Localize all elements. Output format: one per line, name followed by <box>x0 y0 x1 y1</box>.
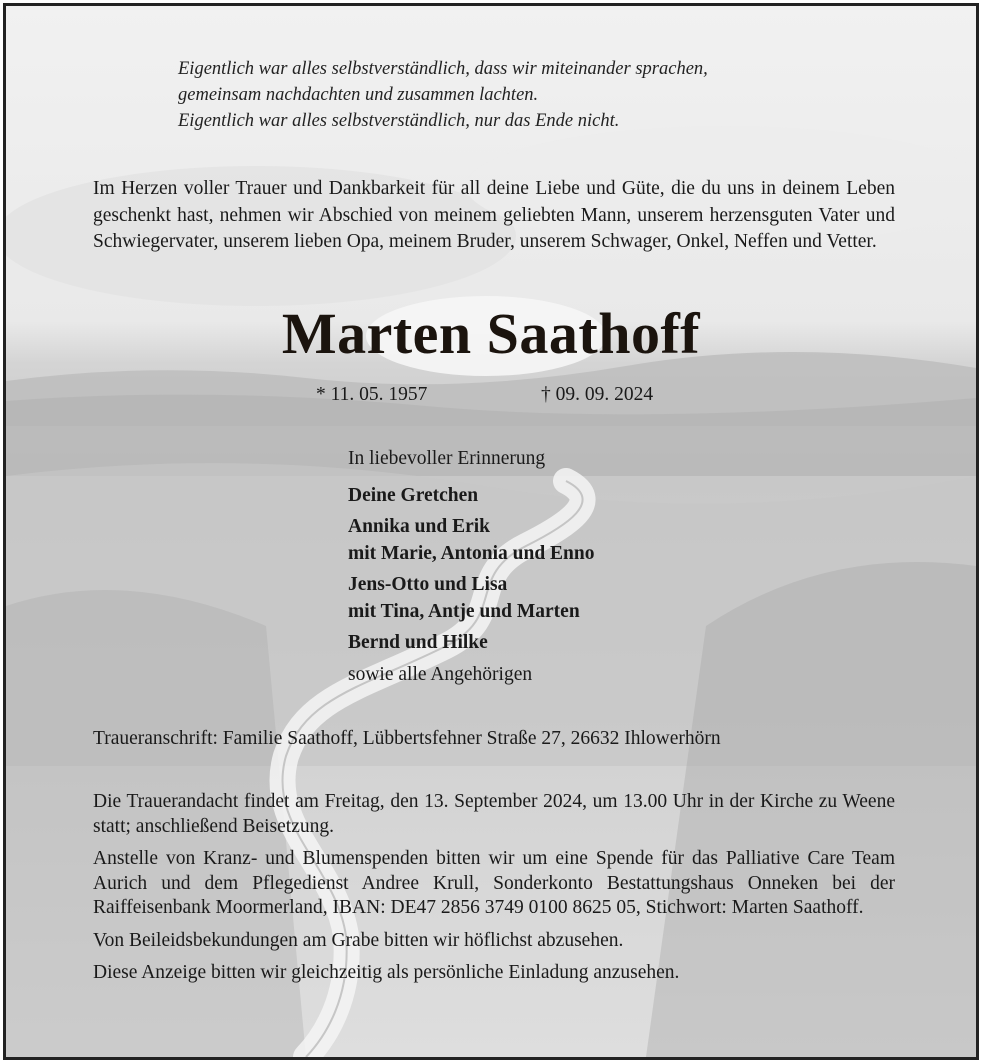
memory-line: In liebevoller Erinnerung <box>348 448 546 469</box>
condolence-note: Von Beileidsbekundungen am Grabe bitten wir höflichst abzusehen. <box>93 929 624 951</box>
obituary-content <box>6 6 976 1057</box>
mourners-list <box>348 446 868 688</box>
service-info: Die Trauerandacht findet am Freitag, den 13. September 2024, um 13.00 Uhr in der Kirche zu Weene statt; anschließend Beisetzung. <box>93 791 895 837</box>
mourner-group-1-children: mit Marie, Antonia und Enno <box>348 542 595 564</box>
poem-line: Eigentlich war alles selbstverständlich, nur das Ende nicht. <box>178 111 620 131</box>
obituary-frame <box>3 3 979 1060</box>
intro-paragraph: Im Herzen voller Trauer und Dankbarkeit für all deine Liebe und Güte, die du uns in deinem Leben geschenkt hast, nehmen wir Abschied von meinem geliebten Mann, unserem herzensguten Vater und Schwiegervater, unserem lieben Opa, meinem Bruder, unserem Schwager, Onkel, Neffen und Vetter. <box>93 178 895 252</box>
poem <box>178 56 938 134</box>
relatives-line: sowie alle Angehörigen <box>348 663 533 685</box>
mourner-group-2-children: mit Tina, Antje und Marten <box>348 600 580 622</box>
poem-line: Eigentlich war alles selbstverständlich, dass wir miteinander sprachen, <box>178 59 708 79</box>
invitation-note: Diese Anzeige bitten wir gleichzeitig als persönliche Einladung anzusehen. <box>93 962 680 983</box>
mourning-address: Traueranschrift: Familie Saathoff, Lübbertsfehner Straße 27, 26632 Ihlowerhörn <box>93 728 721 749</box>
donation-info: Anstelle von Kranz- und Blumenspenden bitten wir um eine Spende für das Palliative Care Team Aurich und dem Pflegedienst Andree Krull, Sonderkonto Bestattungshaus Onneken bei der Raiffeisenbank Moormerland, IBAN: DE47 2856 3749 0100 8625 05, Stichwort: Marten Saathoff. <box>93 848 895 918</box>
death-date: † 09. 09. 2024 <box>541 384 654 405</box>
deceased-name: Marten Saathoff <box>281 301 701 366</box>
poem-line: gemeinsam nachdachten und zusammen lachten. <box>178 85 539 105</box>
mourner-wife: Deine Gretchen <box>348 484 479 506</box>
birth-date: * 11. 05. 1957 <box>316 384 428 405</box>
mourner-group-1: Annika und Erik <box>348 516 490 537</box>
mourner-group-3: Bernd und Hilke <box>348 632 488 653</box>
mourner-group-2: Jens-Otto und Lisa <box>348 574 508 595</box>
service-details <box>93 790 895 994</box>
